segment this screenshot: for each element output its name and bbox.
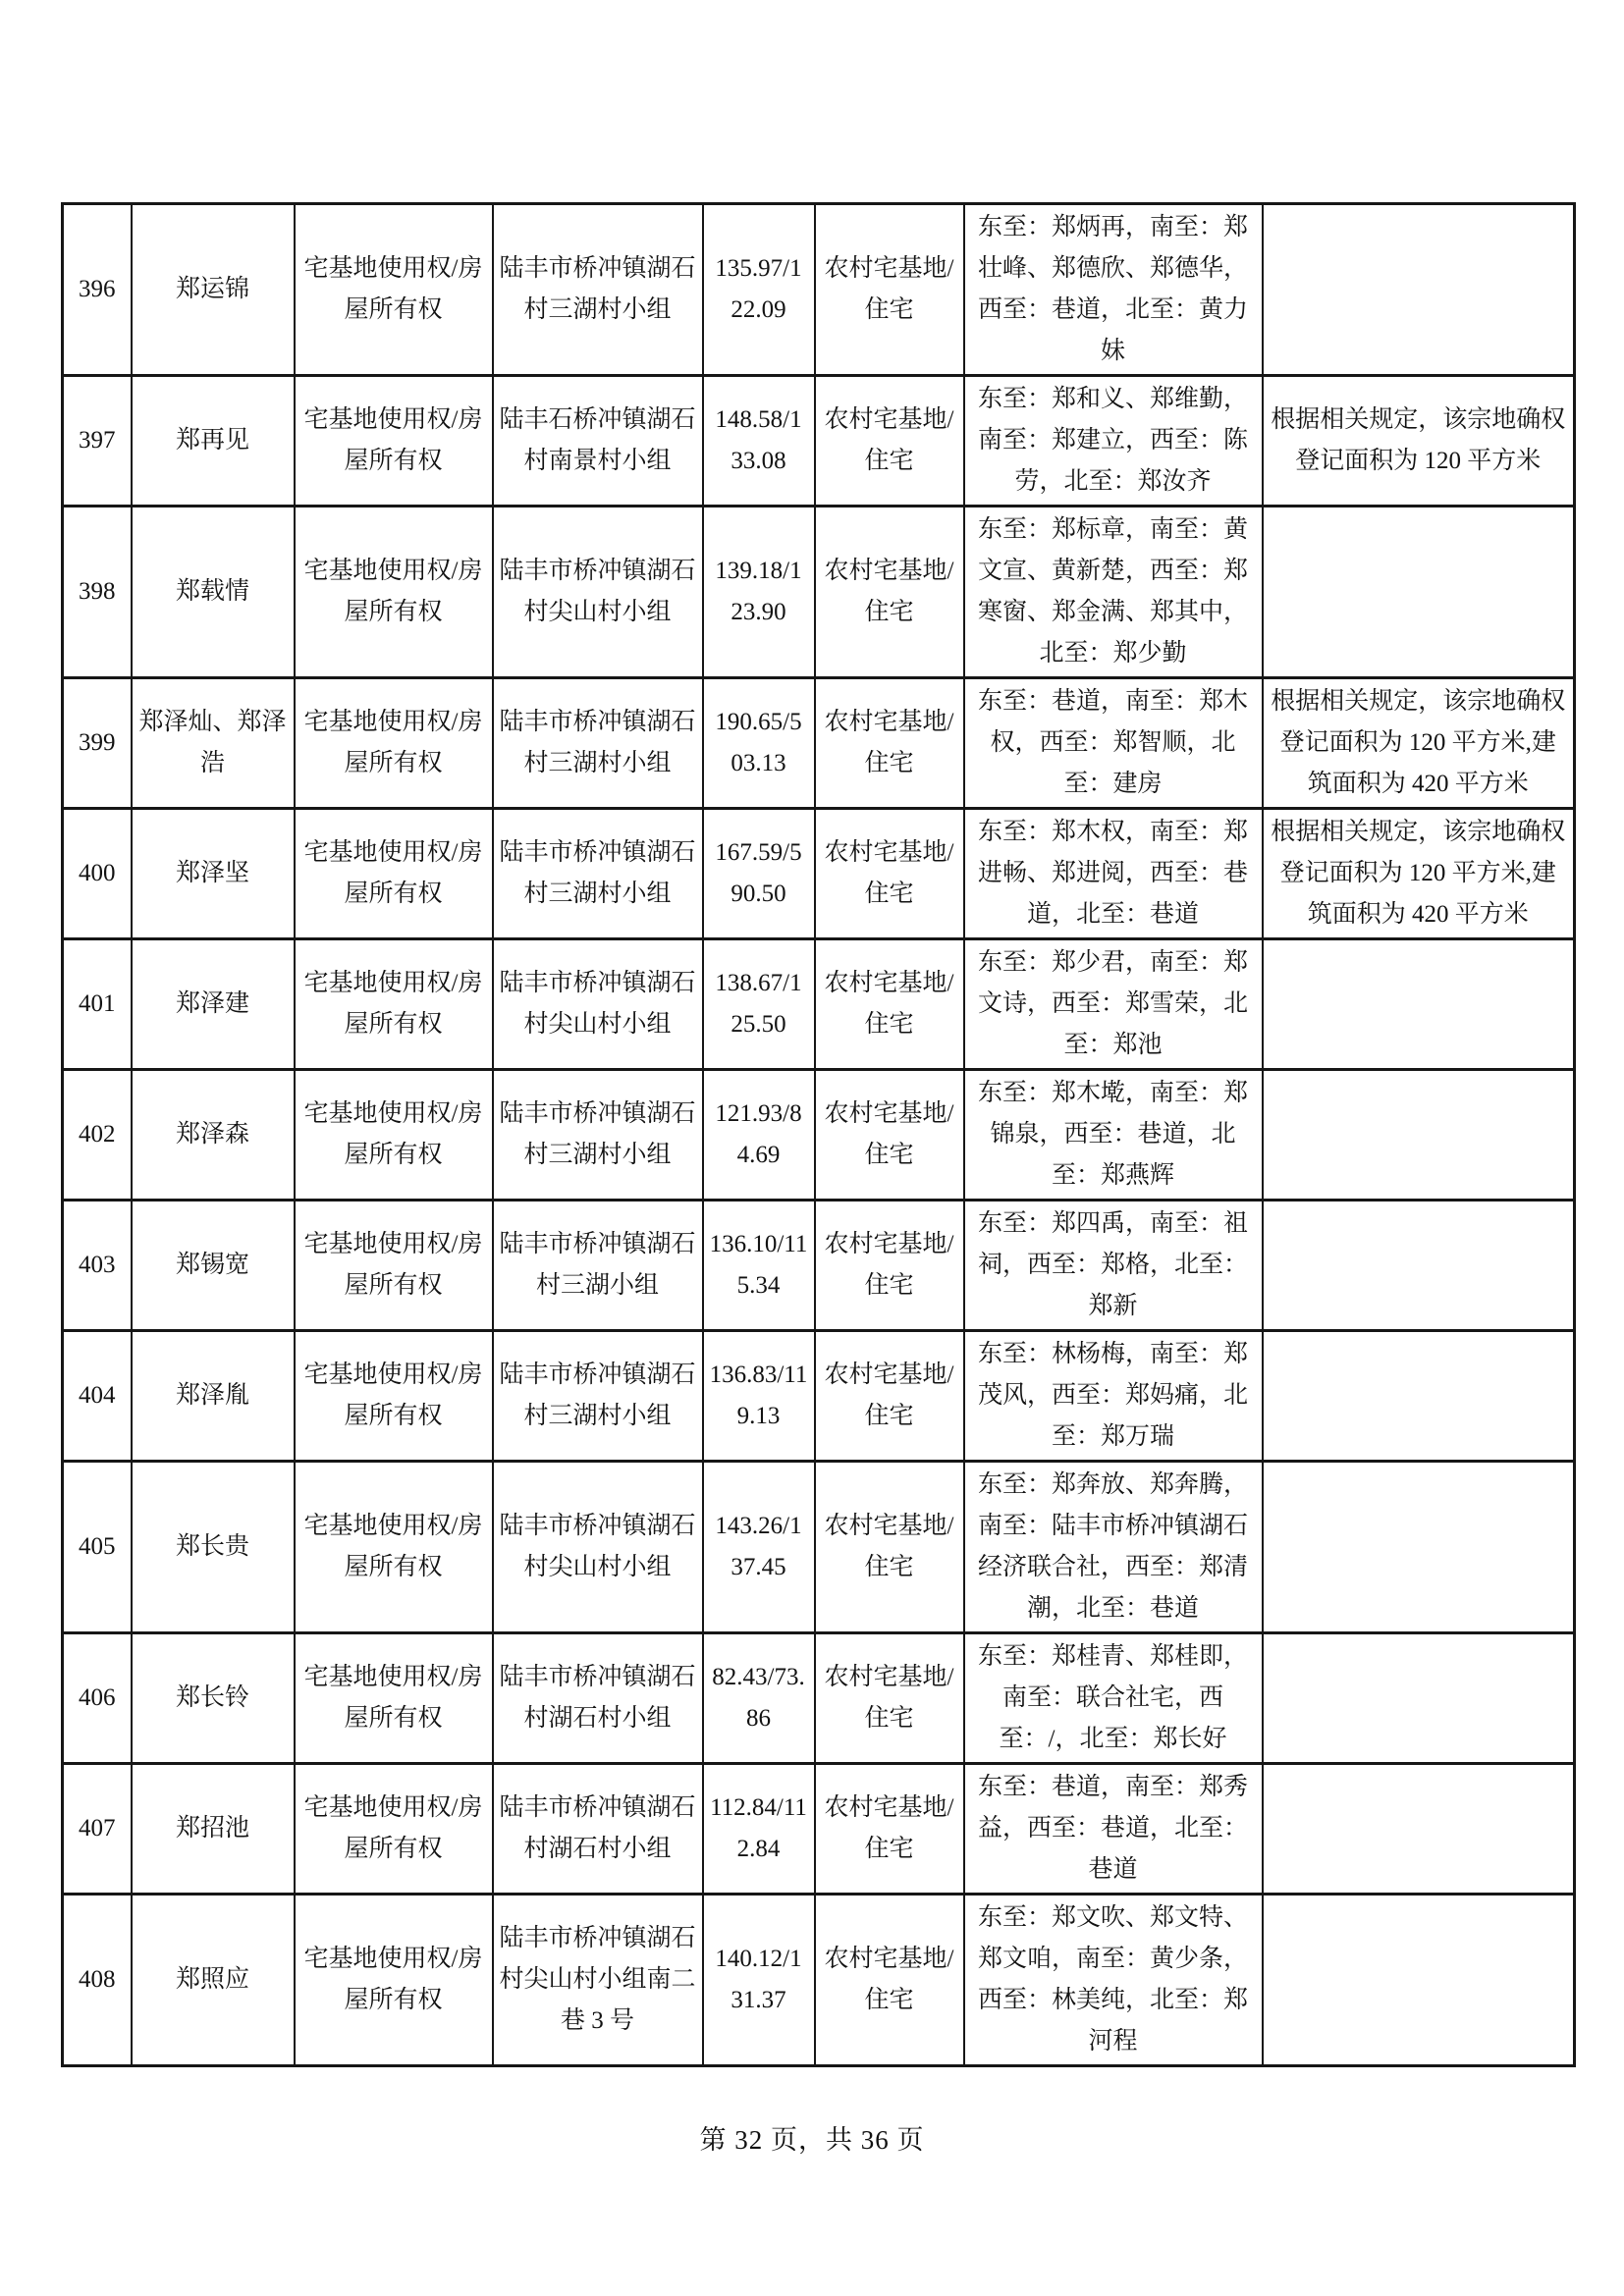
- boundary-cell: 东至：郑木权，南至：郑进畅、郑进阅，西至：巷道，北至：巷道: [964, 809, 1263, 939]
- boundary-cell: 东至：林杨梅，南至：郑茂风，西至：郑妈痛，北至：郑万瑞: [964, 1331, 1263, 1462]
- holder-name-cell: 郑再见: [132, 376, 295, 507]
- location-cell: 陆丰市桥冲镇湖石村湖石村小组: [493, 1633, 703, 1764]
- table-row: [63, 939, 1575, 1070]
- location-cell: 陆丰市桥冲镇湖石村三湖小组: [493, 1201, 703, 1331]
- boundary-cell: 东至：郑桂青、郑桂即，南至：联合社宅，西至：/，北至：郑长好: [964, 1633, 1263, 1764]
- holder-name-cell: 郑锡宽: [132, 1201, 295, 1331]
- location-cell: 陆丰市桥冲镇湖石村尖山村小组南二巷 3 号: [493, 1895, 703, 2066]
- land-type-cell: 农村宅基地/住宅: [815, 376, 964, 507]
- remark-cell: [1263, 1070, 1575, 1201]
- table-row: [63, 1633, 1575, 1764]
- land-type-cell: 农村宅基地/住宅: [815, 1331, 964, 1462]
- table-row: [63, 507, 1575, 678]
- row-number-cell: 403: [63, 1201, 132, 1331]
- row-number-cell: 407: [63, 1764, 132, 1895]
- row-number-cell: 404: [63, 1331, 132, 1462]
- rights-type-cell: 宅基地使用权/房屋所有权: [295, 1201, 493, 1331]
- boundary-cell: 东至：郑四禹，南至：祖祠，西至：郑格，北至：郑新: [964, 1201, 1263, 1331]
- rights-type-cell: 宅基地使用权/房屋所有权: [295, 1070, 493, 1201]
- land-type-cell: 农村宅基地/住宅: [815, 809, 964, 939]
- remark-cell: [1263, 1331, 1575, 1462]
- holder-name-cell: 郑运锦: [132, 204, 295, 376]
- remark-cell: [1263, 204, 1575, 376]
- remark-cell: 根据相关规定，该宗地确权登记面积为 120 平方米,建筑面积为 420 平方米: [1263, 678, 1575, 809]
- boundary-cell: 东至：巷道，南至：郑秀益，西至：巷道，北至：巷道: [964, 1764, 1263, 1895]
- rights-type-cell: 宅基地使用权/房屋所有权: [295, 1633, 493, 1764]
- table-row: [63, 1331, 1575, 1462]
- land-type-cell: 农村宅基地/住宅: [815, 678, 964, 809]
- boundary-cell: 东至：郑标章，南至：黄文宣、黄新楚，西至：郑寒窗、郑金满、郑其中，北至：郑少勤: [964, 507, 1263, 678]
- area-cell: 139.18/123.90: [703, 507, 815, 678]
- area-cell: 112.84/112.84: [703, 1764, 815, 1895]
- holder-name-cell: 郑长铃: [132, 1633, 295, 1764]
- table-row: [63, 809, 1575, 939]
- holder-name-cell: 郑招池: [132, 1764, 295, 1895]
- rights-type-cell: 宅基地使用权/房屋所有权: [295, 1462, 493, 1633]
- rights-type-cell: 宅基地使用权/房屋所有权: [295, 204, 493, 376]
- rights-type-cell: 宅基地使用权/房屋所有权: [295, 678, 493, 809]
- rights-type-cell: 宅基地使用权/房屋所有权: [295, 1895, 493, 2066]
- row-number-cell: 405: [63, 1462, 132, 1633]
- rights-type-cell: 宅基地使用权/房屋所有权: [295, 1331, 493, 1462]
- boundary-cell: 东至：郑文吹、郑文特、郑文咱，南至：黄少条，西至：林美纯，北至：郑河程: [964, 1895, 1263, 2066]
- land-type-cell: 农村宅基地/住宅: [815, 939, 964, 1070]
- remark-cell: [1263, 1201, 1575, 1331]
- holder-name-cell: 郑泽灿、郑泽浩: [132, 678, 295, 809]
- area-cell: 143.26/137.45: [703, 1462, 815, 1633]
- land-type-cell: 农村宅基地/住宅: [815, 507, 964, 678]
- rights-type-cell: 宅基地使用权/房屋所有权: [295, 939, 493, 1070]
- area-cell: 190.65/503.13: [703, 678, 815, 809]
- rights-type-cell: 宅基地使用权/房屋所有权: [295, 376, 493, 507]
- land-type-cell: 农村宅基地/住宅: [815, 1070, 964, 1201]
- row-number-cell: 408: [63, 1895, 132, 2066]
- remark-cell: [1263, 507, 1575, 678]
- location-cell: 陆丰市桥冲镇湖石村湖石村小组: [493, 1764, 703, 1895]
- area-cell: 140.12/131.37: [703, 1895, 815, 2066]
- location-cell: 陆丰市桥冲镇湖石村三湖村小组: [493, 1070, 703, 1201]
- holder-name-cell: 郑泽坚: [132, 809, 295, 939]
- rights-type-cell: 宅基地使用权/房屋所有权: [295, 507, 493, 678]
- location-cell: 陆丰市桥冲镇湖石村三湖村小组: [493, 204, 703, 376]
- location-cell: 陆丰石桥冲镇湖石村南景村小组: [493, 376, 703, 507]
- remark-cell: [1263, 1764, 1575, 1895]
- boundary-cell: 东至：郑和义、郑维勤，南至：郑建立，西至：陈劳，北至：郑汝齐: [964, 376, 1263, 507]
- location-cell: 陆丰市桥冲镇湖石村三湖村小组: [493, 809, 703, 939]
- area-cell: 136.10/115.34: [703, 1201, 815, 1331]
- rights-type-cell: 宅基地使用权/房屋所有权: [295, 1764, 493, 1895]
- holder-name-cell: 郑照应: [132, 1895, 295, 2066]
- table-row: [63, 1895, 1575, 2066]
- row-number-cell: 397: [63, 376, 132, 507]
- table-row: [63, 1462, 1575, 1633]
- land-type-cell: 农村宅基地/住宅: [815, 1201, 964, 1331]
- area-cell: 82.43/73.86: [703, 1633, 815, 1764]
- rights-type-cell: 宅基地使用权/房屋所有权: [295, 809, 493, 939]
- area-cell: 148.58/133.08: [703, 376, 815, 507]
- location-cell: 陆丰市桥冲镇湖石村尖山村小组: [493, 939, 703, 1070]
- area-cell: 167.59/590.50: [703, 809, 815, 939]
- boundary-cell: 东至：郑木墘，南至：郑锦泉，西至：巷道，北至：郑燕辉: [964, 1070, 1263, 1201]
- table-row: [63, 376, 1575, 507]
- row-number-cell: 400: [63, 809, 132, 939]
- location-cell: 陆丰市桥冲镇湖石村尖山村小组: [493, 507, 703, 678]
- land-type-cell: 农村宅基地/住宅: [815, 1764, 964, 1895]
- holder-name-cell: 郑长贵: [132, 1462, 295, 1633]
- row-number-cell: 399: [63, 678, 132, 809]
- table-row: [63, 678, 1575, 809]
- land-type-cell: 农村宅基地/住宅: [815, 1895, 964, 2066]
- boundary-cell: 东至：巷道，南至：郑木权，西至：郑智顺，北至：建房: [964, 678, 1263, 809]
- table-row: [63, 1070, 1575, 1201]
- remark-cell: [1263, 1895, 1575, 2066]
- remark-cell: 根据相关规定，该宗地确权登记面积为 120 平方米: [1263, 376, 1575, 507]
- land-registration-table: [61, 202, 1576, 2067]
- boundary-cell: 东至：郑奔放、郑奔腾，南至：陆丰市桥冲镇湖石经济联合社，西至：郑清潮，北至：巷道: [964, 1462, 1263, 1633]
- area-cell: 138.67/125.50: [703, 939, 815, 1070]
- remark-cell: [1263, 1633, 1575, 1764]
- land-type-cell: 农村宅基地/住宅: [815, 1633, 964, 1764]
- page-footer: 第 32 页，共 36 页: [699, 2125, 925, 2155]
- row-number-cell: 406: [63, 1633, 132, 1764]
- holder-name-cell: 郑载情: [132, 507, 295, 678]
- row-number-cell: 401: [63, 939, 132, 1070]
- area-cell: 121.93/84.69: [703, 1070, 815, 1201]
- land-type-cell: 农村宅基地/住宅: [815, 1462, 964, 1633]
- location-cell: 陆丰市桥冲镇湖石村三湖村小组: [493, 678, 703, 809]
- holder-name-cell: 郑泽胤: [132, 1331, 295, 1462]
- holder-name-cell: 郑泽森: [132, 1070, 295, 1201]
- remark-cell: 根据相关规定，该宗地确权登记面积为 120 平方米,建筑面积为 420 平方米: [1263, 809, 1575, 939]
- boundary-cell: 东至：郑炳再，南至：郑壮峰、郑德欣、郑德华，西至：巷道，北至：黄力妹: [964, 204, 1263, 376]
- table-row: [63, 1201, 1575, 1331]
- area-cell: 136.83/119.13: [703, 1331, 815, 1462]
- remark-cell: [1263, 1462, 1575, 1633]
- location-cell: 陆丰市桥冲镇湖石村三湖村小组: [493, 1331, 703, 1462]
- table-row: [63, 204, 1575, 376]
- boundary-cell: 东至：郑少君，南至：郑文诗，西至：郑雪荣，北至：郑池: [964, 939, 1263, 1070]
- row-number-cell: 398: [63, 507, 132, 678]
- location-cell: 陆丰市桥冲镇湖石村尖山村小组: [493, 1462, 703, 1633]
- remark-cell: [1263, 939, 1575, 1070]
- row-number-cell: 402: [63, 1070, 132, 1201]
- area-cell: 135.97/122.09: [703, 204, 815, 376]
- holder-name-cell: 郑泽建: [132, 939, 295, 1070]
- table-row: [63, 1764, 1575, 1895]
- land-type-cell: 农村宅基地/住宅: [815, 204, 964, 376]
- row-number-cell: 396: [63, 204, 132, 376]
